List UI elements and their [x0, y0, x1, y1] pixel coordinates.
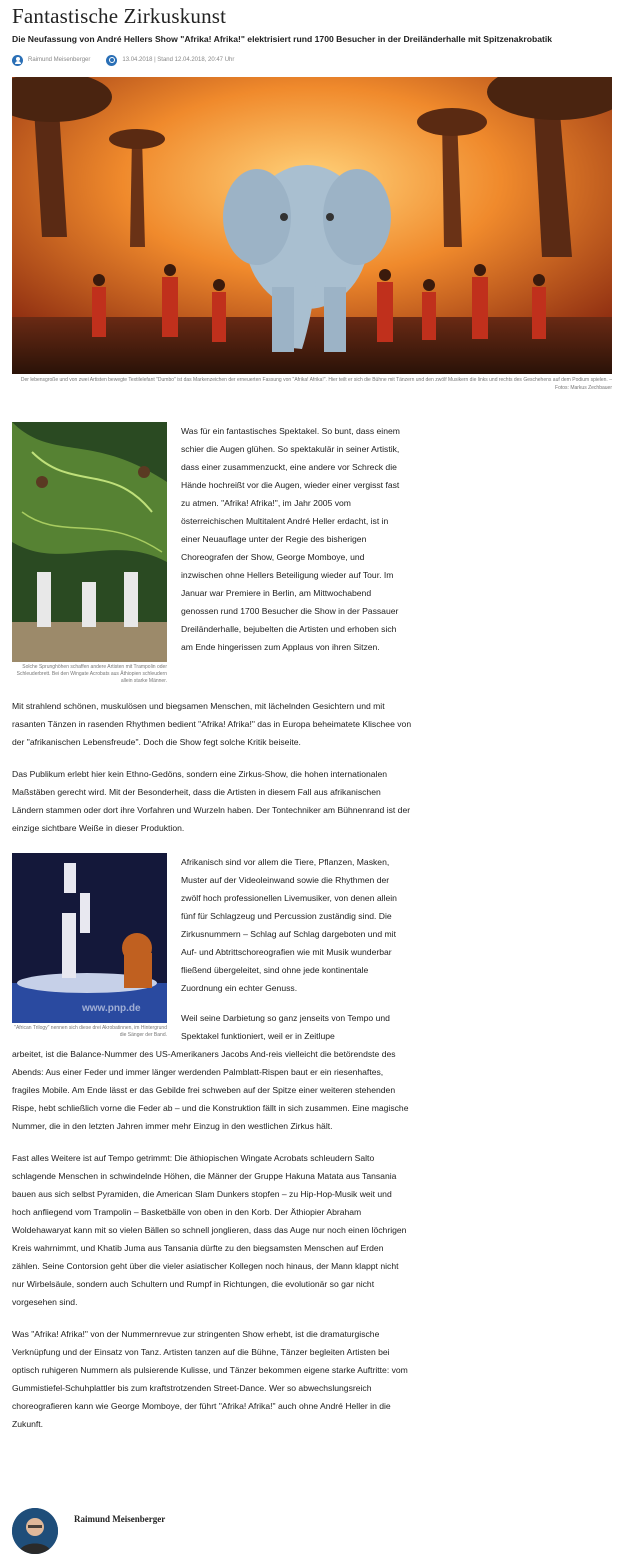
meta-date: 13.04.2018 | Stand 12.04.2018, 20:47 Uhr [122, 57, 235, 63]
paragraph-7: Was "Afrika! Afrika!" von der Nummernrevue zur stringenten Show erhebt, ist die dramaturgische Verknüpfung und der Einsatz von Tanz. Artisten tanzen auf die Bühne, Tänzer begleiten Artisten bei optisch ruhigeren Nummern als pulsierende Kulisse, und Tänzer bekommen eigene starke Auftritte: vom Gummistiefel-Schuhplattler bis zum kraftstrotzenden Street-Dance. Wer so abwechslungsreich choreografieren kann wie George Momboye, der führt "Afrika! Afrika!" auch ohne André Heller in die Zukunft. [12, 1329, 408, 1429]
clock-icon [106, 55, 117, 66]
figure-acrobats-caption: Solche Sprunghöhen schaffen andere Artisten mit Trampolin oder Schleuderbrett. Bei den Wingate Acrobats aus Äthiopien schleudern allein starke Männer. [16, 664, 167, 684]
paragraph-4-block [167, 853, 608, 1045]
article-title: Fantastische Zirkuskunst [12, 4, 227, 28]
figure-trilogy-watermark: www.pnp.de [82, 1003, 141, 1014]
article-subtitle: Die Neufassung von André Hellers Show "Afrika! Afrika!" elektrisiert rund 1700 Besucher in der Dreiländerhalle mit Spitzenakrobatik [12, 34, 553, 44]
paragraph-5: arbeitet, ist die Balance-Nummer des US-Amerikaners Jacobs And-reis vielleicht die betörendste des Abends: Aus einer Feder und immer länger werdenden Palmblatt-Rispen baut er ein riesenhaftes, fragiles Mobile. Am Ende lässt er das Gebilde frei schweben auf der Spitze einer weiteren stehenden Rispe, hebt schließlich vorne die Feder ab – und die Konstruktion fällt in sich zusammen. Eine magische Nummer, die in den letzten Jahren immer mehr Einzug in den westlichen Zirkus hält. [12, 1049, 409, 1131]
paragraph-3: Das Publikum erlebt hier kein Ethno-Gedöns, sondern eine Zirkus-Show, die hohen internationalen Maßstäben gerecht wird. Mit der Besonderheit, dass die Artisten in diesem Fall aus afrikanischen Ländern stammen oder dort ihre Vorfahren und Wurzeln haben. Der Tontechniker am Bühnenrand ist der einzige sichtbare Weiße in dieser Produktion. [12, 769, 411, 833]
hero-illustration [12, 77, 612, 374]
author-name[interactable]: Raimund Meisenberger [74, 1514, 166, 1524]
content-block-2 [12, 853, 608, 1045]
avatar-illustration [12, 1508, 58, 1554]
author-box [12, 1508, 165, 1554]
figure-trilogy [12, 853, 167, 1045]
trilogy-illustration [12, 853, 167, 1023]
paragraph-1: Was für ein fantastisches Spektakel. So bunt, dass einem schier die Augen glühen. So spektakulär in seiner Artistik, dass einer zusammenzuckt, eine andere vor Schreck die Hände hochreißt vor die Augen, wieder einer vergisst fast zu atmen. "Afrika! Afrika!", im Jahr 2005 vom österreichischen Multitalent André Heller erdacht, ist in einer Neuauflage unter der Regie des bisherigen Choreografen der Show, George Momboye, und inzwischen ohne Hellers Beteiligung wieder auf Tour. Im Januar war Premiere in Berlin, am Mittwochabend genossen rund 1700 Besucher die Show in der Passauer Dreiländerhalle, bejubelten die Artisten und erhoben sich am Ende hingerissen zum Applaus von ihren Sitzen. [181, 426, 400, 652]
hero-image[interactable] [12, 77, 612, 374]
content-block-1 [12, 422, 608, 685]
paragraph-2: Mit strahlend schönen, muskulösen und biegsamen Menschen, mit lächelnden Gesichtern und mit rasanten Tänzen in rasenden Rhythmen bedient "Afrika! Afrika!" das in Europa beheimatete Klischee von der "afrikanischen Lebensfreude". Doch die Show fegt solche Kritik beiseite. [12, 701, 412, 747]
paragraph-4: Afrikanisch sind vor allem die Tiere, Pflanzen, Masken, Muster auf der Videoleinwand sowie die Rhythmen der zwölf hoch professionellen Livemusiker, von denen allein fünf für Schlagzeug und Percussion zuständig sind. Die Zirkusnummern – Schlag auf Schlag dargeboten und mit Auf- und Abtrittschoreografien wie mit Musik wunderbar fließend übergeleitet, sind ohne jede kontinentale Zuordnung ein echter Genuss. [181, 857, 397, 993]
figure-acrobats [12, 422, 167, 685]
acrobats-illustration [12, 422, 167, 662]
avatar[interactable] [12, 1508, 58, 1554]
meta-author[interactable]: Raimund Meisenberger [28, 57, 91, 63]
figure-acrobats-image[interactable] [12, 422, 167, 662]
hero-caption: Der lebensgroße und von zwei Artisten bewegte Textilelefant "Dumbo" ist das Markenzeichen der erneuerten Fassung von "Afrika! Afrika!". Hier teilt er sich die Bühne mit Tänzern und den zwölf Musikern die links und rechts des Geschehens auf dem Podium spielen. – Fotos: Markus Zechbauer [20, 377, 612, 391]
paragraph-6: Fast alles Weitere ist auf Tempo getrimmt: Die äthiopischen Wingate Acrobats schleudern Salto schlagende Menschen in schwindelnde Höhen, die Männer der Gruppe Hakuna Matata aus Tansania bauen aus sich selbst Pyramiden, die American Slam Dunkers stopfen – zu Hip-Hop-Musik weit und hoch anfliegend vom Trampolin – Basketbälle von oben in den Korb. Der Äthiopier Abraham Woldehawaryat kann mit so vielen Bällen so schnell jonglieren, dass das Auge nur noch einen löchrigen Kreis wahrnimmt, und Khatib Juma aus Tansania dürfte zu den biegsamsten Menschen auf Erden zählen. Seine Contorsion geht über die vieler asiatischer Kollegen noch hinaus, der Mann klappt nicht nur Wirbelsäule, sondern auch Schultern und Rumpf in Richtungen, die evolutionär so gar nicht vorgesehen sind. [12, 1153, 407, 1307]
article-meta [12, 53, 608, 67]
paragraph-5-start: Weil seine Darbietung so ganz jenseits von Tempo und Spektakel funktioniert, weil er in Zeitlupe [181, 1013, 390, 1041]
person-icon [12, 55, 23, 66]
figure-trilogy-image[interactable] [12, 853, 167, 1023]
figure-trilogy-caption: "African Trilogy" nennen sich diese drei Akrobatinnen, im Hintergrund die Sänger der Band. [14, 1025, 167, 1038]
